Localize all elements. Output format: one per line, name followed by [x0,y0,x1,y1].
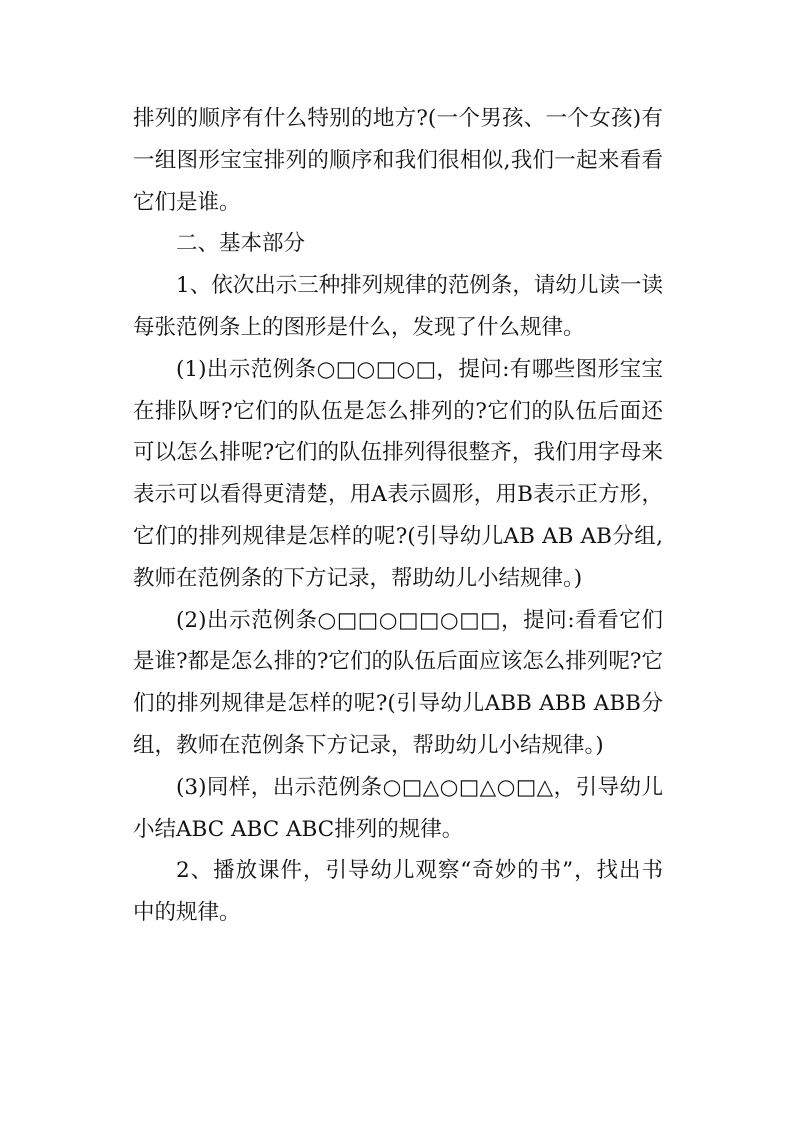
step-1-paragraph: 1、依次出示三种排列规律的范例条，请幼儿读一读每张范例条上的图形是什么，发现了什么规律。 [133,273,663,340]
intro-paragraph: 排列的顺序有什么特别的地方?(一个男孩、一个女孩)有一组图形宝宝排列的顺序和我们很相似,我们一起来看看它们是谁。 [133,106,663,215]
document-body [133,98,663,934]
step-1-2-paragraph: (2)出示范例条○□□○□□○□□，提问:看看它们是谁?都是怎么排的?它们的队伍后面应该怎么排列呢?它们的排列规律是怎样的呢?(引导幼儿ABB ABB ABB分组，教师在范例条下方记录，帮助幼儿小结规律。) [133,607,663,758]
step-2-paragraph: 2、播放课件，引导幼儿观察“奇妙的书”，找出书中的规律。 [133,858,663,926]
section-heading: 二、基本部分 [176,231,306,257]
step-1-3-paragraph: (3)同样，出示范例条○□△○□△○□△，引导幼儿小结ABC ABC ABC排列的规律。 [133,774,663,842]
step-1-1-paragraph: (1)出示范例条○□○□○□，提问:有哪些图形宝宝在排队呀?它们的队伍是怎么排列的?它们的队伍后面还可以怎么排呢?它们的队伍排列得很整齐，我们用字母来表示可以看得更清楚，用A表示圆形，用B表示正方形，它们的排列规律是怎样的呢?(引导幼儿AB AB AB分组,教师在范例条的下方记录，帮助幼儿小结规律。) [133,356,663,591]
